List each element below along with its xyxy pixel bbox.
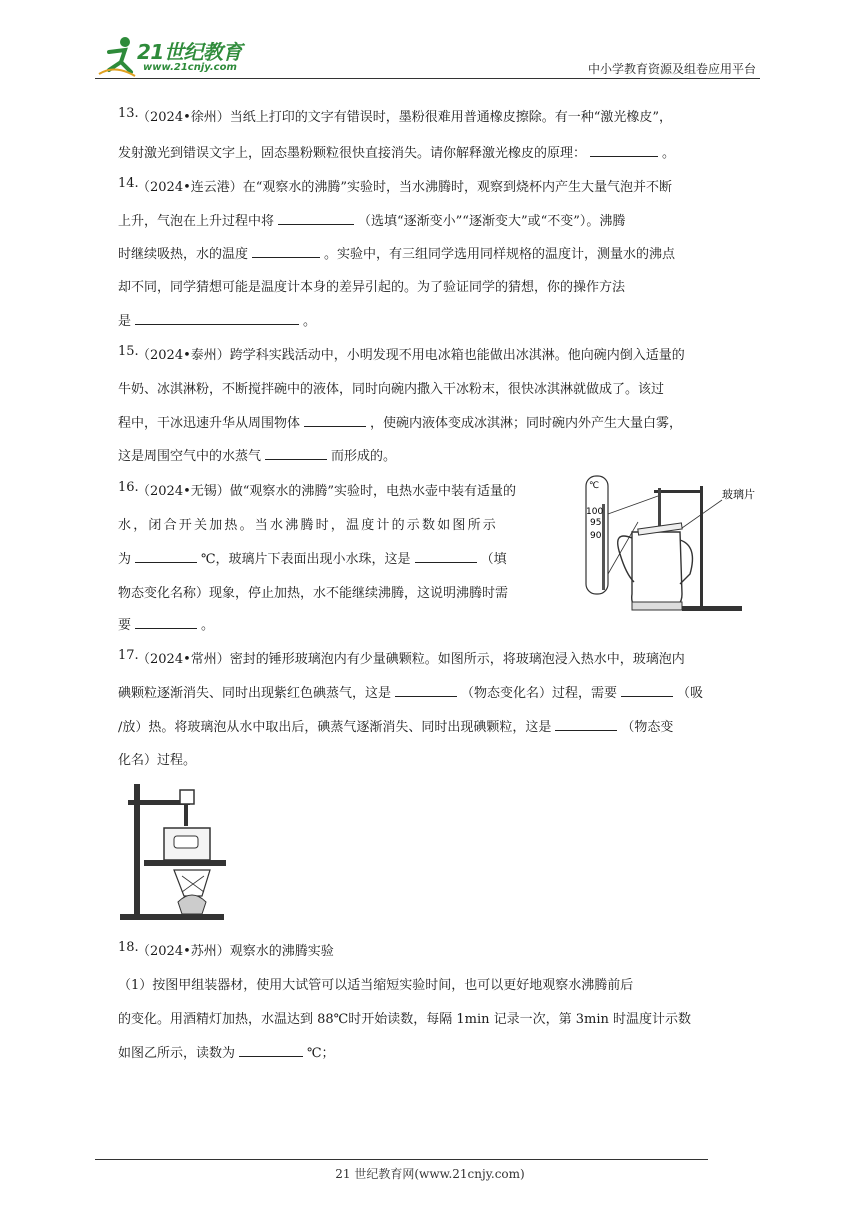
question-number: 15. <box>118 344 139 359</box>
tick-label-100: 100 <box>586 507 604 517</box>
electric-kettle <box>618 523 693 610</box>
question-text: 物态变化名称）现象，停止加热，水不能继续沸腾，这说明沸腾时需 <box>118 586 509 601</box>
question-text: （1）按图甲组装器材，使用大试管可以适当缩短实验时间，也可以更好地观察水沸腾前后 <box>118 978 634 993</box>
unit-label: ℃ <box>589 481 600 491</box>
question-number: 13. <box>118 106 139 121</box>
header-divider <box>95 78 760 79</box>
tick-label-90: 90 <box>590 531 602 541</box>
question-text: （2024•连云港）在“观察水的沸腾”实验时，当水沸腾时，观察到烧杯内产生大量气泡并不断 <box>137 180 673 195</box>
answer-blank[interactable] <box>621 684 673 697</box>
question-text: 时继续吸热，水的温度 。实验中，有三组同学选用同样规格的温度计，测量水的沸点 <box>118 247 676 262</box>
logo-text: 21世纪教育 <box>137 40 242 64</box>
question-text: 水，闭合开关加热。当水沸腾时，温度计的示数如图所示 <box>118 518 499 533</box>
question-text: （2024•泰州）跨学科实践活动中，小明发现不用电冰箱也能做出冰淇淋。他向碗内倒入适量的 <box>137 348 685 363</box>
question-text: 牛奶、冰淇淋粉，不断搅拌碗中的液体，同时向碗内撒入干冰粉末，很快冰淇淋就做成了。该过 <box>118 382 665 397</box>
answer-blank[interactable] <box>252 245 320 258</box>
question-text: （2024•苏州）观察水的沸腾实验 <box>137 944 334 959</box>
question-text: 这是周围空气中的水蒸气 而形成的。 <box>118 449 397 464</box>
tick-label-95: 95 <box>590 518 602 528</box>
answer-blank[interactable] <box>304 414 366 427</box>
answer-blank[interactable] <box>590 144 658 157</box>
platform-name: 中小学教育资源及组卷应用平台 <box>587 62 756 76</box>
question-number: 18. <box>118 940 139 955</box>
runner-logo-icon <box>95 34 139 78</box>
question-text: 如图乙所示，读数为 ℃； <box>118 1046 335 1061</box>
answer-blank[interactable] <box>135 312 299 325</box>
kettle-thermometer-figure <box>572 474 764 620</box>
question-number: 16. <box>118 480 139 495</box>
answer-blank[interactable] <box>135 550 197 563</box>
question-text: /放）热。将玻璃泡从水中取出后，碘蒸气逐渐消失、同时出现碘颗粒，这是 （物态变 <box>118 720 674 735</box>
question-text: （2024•无锡）做“观察水的沸腾”实验时，电热水壶中装有适量的 <box>137 484 517 499</box>
iodine-apparatus-figure <box>118 778 228 924</box>
question-text: 的变化。用酒精灯加热，水温达到 88℃时开始读数，每隔 1min 记录一次，第 3min 时温度计示数 <box>118 1012 692 1027</box>
question-text: 化名）过程。 <box>118 753 197 768</box>
question-text: 碘颗粒逐渐消失、同时出现紫红色碘蒸气，这是 （物态变化名）过程，需要 （吸 <box>118 686 704 701</box>
question-text: （2024•徐州）当纸上打印的文字有错误时，墨粉很难用普通橡皮擦除。有一种“激光橡皮”， <box>137 110 673 125</box>
page-footer[interactable]: 21 世纪教育网(www.21cnjy.com) <box>335 1167 525 1181</box>
footer-divider <box>95 1159 708 1160</box>
question-text: 程中，干冰迅速升华从周围物体 ，使碗内液体变成冰淇淋；同时碗内外产生大量白雾， <box>118 416 683 431</box>
answer-blank[interactable] <box>265 447 327 460</box>
logo-url: www.21cnjy.com <box>143 62 237 73</box>
question-text: 要 。 <box>118 618 215 633</box>
question-text: 上升，气泡在上升过程中将 （选填“逐渐变小”“逐渐变大”或“不变”）。沸腾 <box>118 214 626 229</box>
site-logo[interactable] <box>95 34 265 78</box>
question-number: 14. <box>118 176 139 191</box>
question-number: 17. <box>118 648 139 663</box>
answer-blank[interactable] <box>415 550 477 563</box>
answer-blank[interactable] <box>239 1044 303 1057</box>
answer-blank[interactable] <box>278 212 354 225</box>
question-text: 为 ℃，玻璃片下表面出现小水珠，这是 （填 <box>118 552 507 567</box>
question-text: （2024•常州）密封的锤形玻璃泡内有少量碘颗粒。如图所示，将玻璃泡浸入热水中，玻璃泡内 <box>137 652 685 667</box>
glass-plate-label: 玻璃片 <box>722 488 755 501</box>
page-header <box>95 30 760 80</box>
answer-blank[interactable] <box>135 616 197 629</box>
answer-blank[interactable] <box>555 718 617 731</box>
question-text: 是 。 <box>118 314 317 329</box>
question-text: 却不同，同学猜想可能是温度计本身的差异引起的。为了验证同学的猜想，你的操作方法 <box>118 280 626 295</box>
question-text: 发射激光到错误文字上，固态墨粉颗粒很快直接消失。请你解释激光橡皮的原理： 。 <box>118 146 676 161</box>
answer-blank[interactable] <box>395 684 457 697</box>
